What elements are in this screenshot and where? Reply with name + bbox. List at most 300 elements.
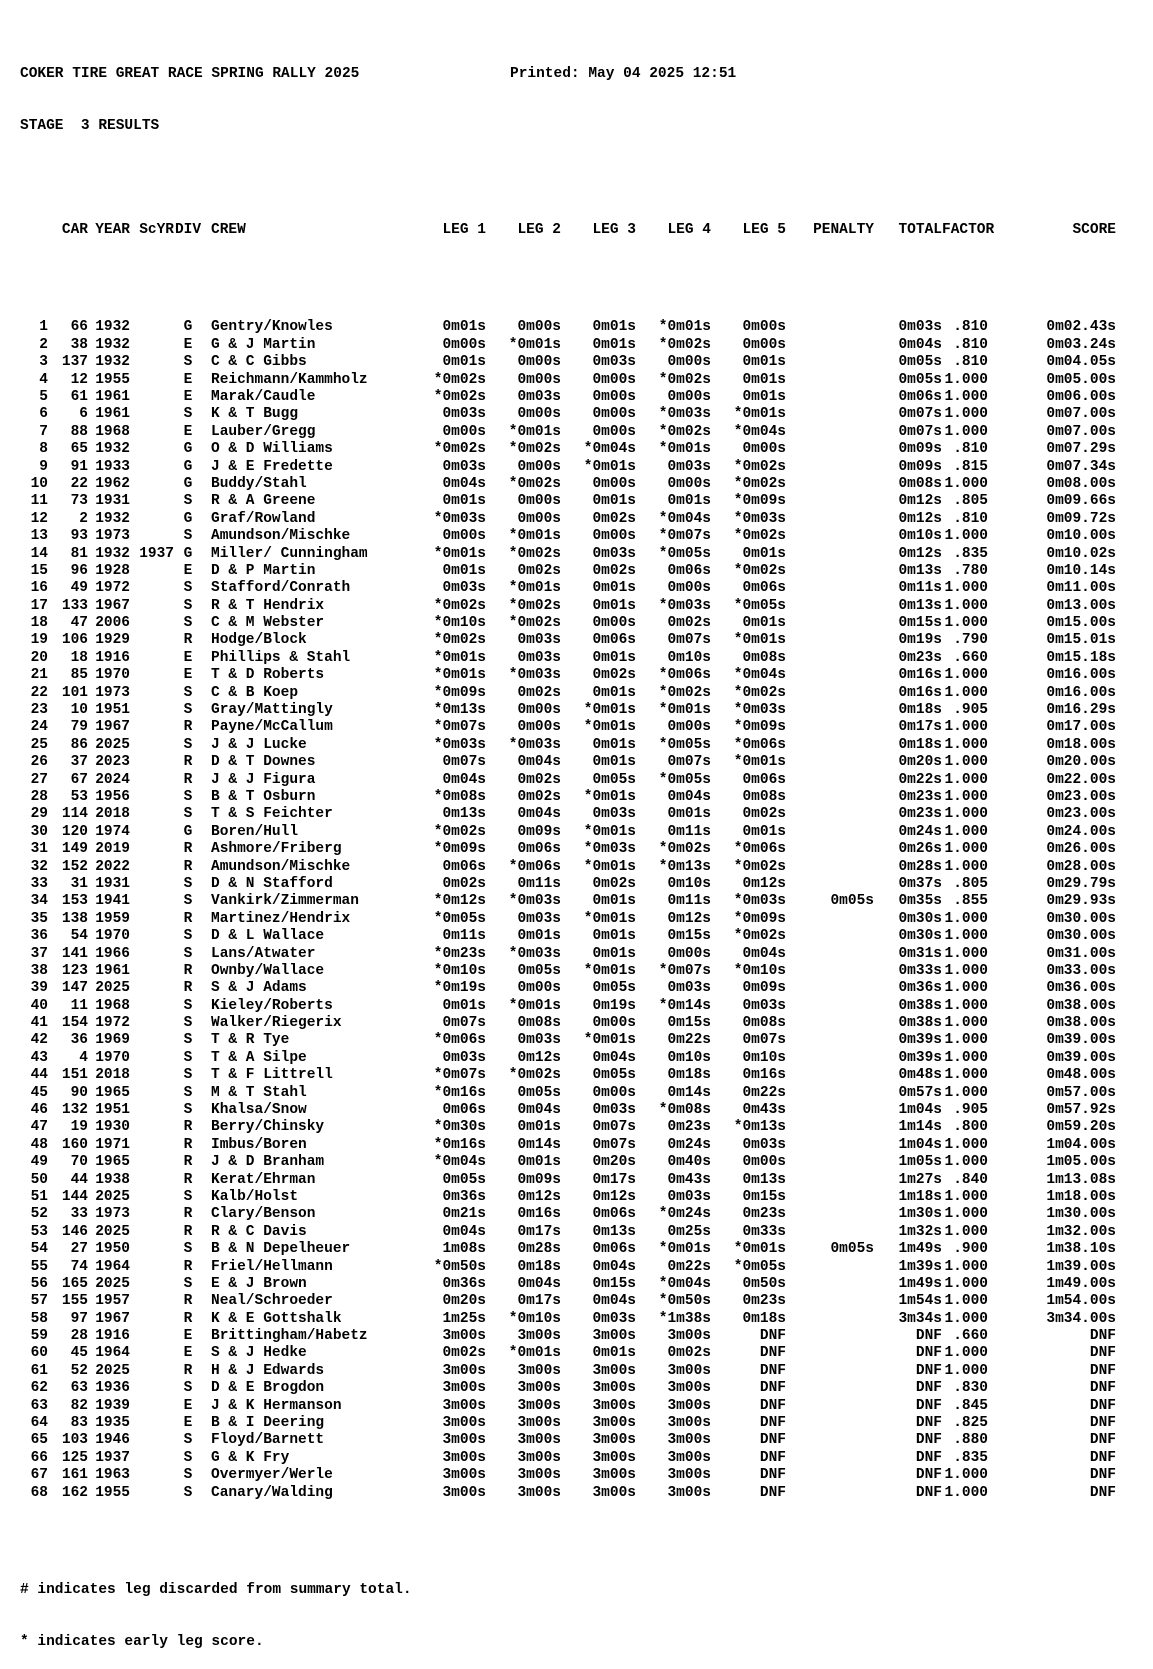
cell-crew: Amundson/Mischke: [211, 858, 351, 875]
cell-division: R: [183, 1206, 193, 1223]
cell-car-number: 73: [70, 493, 88, 510]
cell-leg-4: 0m10s: [667, 1049, 711, 1066]
cell-division: S: [183, 1102, 193, 1119]
cell-car-year: 2019: [95, 841, 130, 858]
cell-division: R: [183, 980, 193, 997]
table-row: [20, 650, 1116, 667]
cell-crew: Canary/Walding: [211, 1484, 333, 1501]
cell-leg-1: *0m02s: [433, 632, 486, 649]
cell-factor: 1.000: [944, 980, 988, 997]
cell-leg-2: 0m00s: [517, 702, 561, 719]
table-row: [20, 824, 1116, 841]
cell-leg-5: 0m07s: [742, 1032, 786, 1049]
table-row: [20, 928, 1116, 945]
cell-leg-5: *0m04s: [733, 667, 786, 684]
cell-crew: J & K Hermanson: [211, 1397, 342, 1414]
cell-position: 47: [30, 1119, 48, 1136]
cell-position: 2: [39, 336, 48, 353]
cell-car-number: 125: [61, 1449, 88, 1466]
cell-leg-4: 0m14s: [667, 1084, 711, 1101]
cell-leg-2: 3m00s: [517, 1467, 561, 1484]
cell-leg-3: 3m00s: [592, 1484, 636, 1501]
cell-factor: 1.000: [944, 615, 988, 632]
cell-position: 9: [39, 458, 48, 475]
cell-total: 0m12s: [898, 493, 942, 510]
cell-crew: Overmyer/Werle: [211, 1467, 333, 1484]
table-row: [20, 424, 1116, 441]
cell-car-year: 2022: [95, 858, 130, 875]
table-row: [20, 737, 1116, 754]
cell-leg-1: *0m02s: [433, 371, 486, 388]
cell-leg-1: 1m08s: [442, 1241, 486, 1258]
cell-leg-5: DNF: [759, 1484, 786, 1501]
cell-leg-5: DNF: [759, 1467, 786, 1484]
cell-leg-4: 0m00s: [667, 580, 711, 597]
cell-score: 0m03.24s: [1046, 336, 1116, 353]
cell-leg-3: 0m01s: [592, 928, 636, 945]
cell-leg-2: 0m02s: [517, 771, 561, 788]
cell-leg-5: DNF: [759, 1432, 786, 1449]
cell-position: 4: [39, 371, 48, 388]
cell-leg-1: *0m50s: [433, 1258, 486, 1275]
cell-car-year: 2025: [95, 1275, 130, 1292]
cell-total: 0m31s: [898, 945, 942, 962]
cell-leg-1: *0m19s: [433, 980, 486, 997]
cell-car-number: 67: [70, 771, 88, 788]
cell-leg-1: *0m05s: [433, 910, 486, 927]
table-row: [20, 1380, 1116, 1397]
cell-leg-4: *0m02s: [658, 684, 711, 701]
cell-factor: .905: [953, 702, 988, 719]
cell-leg-3: 0m04s: [592, 1293, 636, 1310]
cell-total: 0m48s: [898, 1067, 942, 1084]
cell-total: 1m04s: [898, 1136, 942, 1153]
table-row: [20, 1450, 1116, 1467]
header-line-2: [20, 118, 1116, 135]
cell-leg-1: 3m00s: [442, 1328, 486, 1345]
cell-car-number: 12: [70, 371, 88, 388]
cell-car-number: 153: [61, 893, 88, 910]
cell-factor: .880: [953, 1432, 988, 1449]
cell-division: S: [183, 875, 193, 892]
cell-position: 37: [30, 945, 48, 962]
cell-car-number: 101: [61, 684, 88, 701]
cell-division: G: [183, 319, 193, 336]
cell-crew: R & A Greene: [211, 493, 316, 510]
cell-car-year: 1933: [95, 458, 130, 475]
cell-car-number: 103: [61, 1432, 88, 1449]
cell-car-year: 1961: [95, 962, 130, 979]
cell-leg-2: 0m03s: [517, 632, 561, 649]
cell-car-number: 85: [70, 667, 88, 684]
column-header-leg-1: LEG 1: [442, 222, 486, 239]
cell-leg-4: 0m00s: [667, 945, 711, 962]
cell-crew: C & C Gibbs: [211, 354, 307, 371]
cell-division: S: [183, 1467, 193, 1484]
cell-score: 0m09.72s: [1046, 510, 1116, 527]
cell-score: 0m10.02s: [1046, 545, 1116, 562]
cell-car-number: 52: [70, 1362, 88, 1379]
cell-score: 0m16.00s: [1046, 667, 1116, 684]
cell-total: 0m11s: [898, 580, 942, 597]
cell-position: 16: [30, 580, 48, 597]
cell-leg-4: 0m22s: [667, 1258, 711, 1275]
cell-leg-4: *0m50s: [658, 1293, 711, 1310]
cell-car-number: 123: [61, 962, 88, 979]
cell-leg-3: 0m13s: [592, 1223, 636, 1240]
cell-car-year: 1941: [95, 893, 130, 910]
cell-factor: 1.000: [944, 997, 988, 1014]
cell-car-year: 1966: [95, 945, 130, 962]
cell-total: 0m39s: [898, 1049, 942, 1066]
cell-score: 0m57.00s: [1046, 1084, 1116, 1101]
cell-position: 17: [30, 597, 48, 614]
cell-crew: Marak/Caudle: [211, 389, 316, 405]
cell-factor: .810: [953, 354, 988, 371]
cell-position: 35: [30, 910, 48, 927]
cell-total: 0m23s: [898, 788, 942, 805]
cell-position: 15: [30, 562, 48, 579]
cell-position: 23: [30, 702, 48, 719]
cell-leg-2: *0m02s: [508, 441, 561, 458]
cell-division: E: [183, 1397, 193, 1414]
cell-leg-5: *0m02s: [733, 928, 786, 945]
cell-position: 40: [30, 997, 48, 1014]
cell-leg-3: 3m00s: [592, 1362, 636, 1379]
table-row: [20, 1276, 1116, 1293]
cell-leg-4: 0m01s: [667, 806, 711, 823]
cell-leg-4: *0m03s: [658, 597, 711, 614]
cell-position: 27: [30, 771, 48, 788]
cell-car-year: 2006: [95, 615, 130, 632]
cell-factor: 1.000: [944, 528, 988, 545]
cell-penalty: 0m05s: [830, 1241, 874, 1258]
table-row: [20, 1154, 1116, 1171]
cell-leg-1: 0m03s: [442, 458, 486, 475]
cell-total: 0m09s: [898, 458, 942, 475]
cell-position: 50: [30, 1171, 48, 1188]
cell-car-year: 2025: [95, 980, 130, 997]
cell-leg-5: 0m04s: [742, 945, 786, 962]
cell-leg-3: 0m02s: [592, 562, 636, 579]
cell-leg-3: 0m07s: [592, 1136, 636, 1153]
table-row: [20, 1085, 1116, 1102]
cell-total: 0m12s: [898, 545, 942, 562]
cell-crew: Boren/Hull: [211, 823, 299, 840]
cell-division: G: [183, 545, 193, 562]
cell-leg-1: *0m07s: [433, 1067, 486, 1084]
cell-car-number: 162: [61, 1484, 88, 1501]
cell-leg-4: *0m01s: [658, 319, 711, 336]
cell-factor: 1.000: [944, 1015, 988, 1032]
cell-position: 63: [30, 1397, 48, 1414]
cell-score: 0m23.00s: [1046, 788, 1116, 805]
cell-total: 0m17s: [898, 719, 942, 736]
column-header-leg-3: LEG 3: [592, 222, 636, 239]
cell-leg-2: 0m18s: [517, 1258, 561, 1275]
cell-factor: 1.000: [944, 1275, 988, 1292]
cell-leg-2: 0m04s: [517, 1102, 561, 1119]
cell-total: 0m36s: [898, 980, 942, 997]
cell-leg-3: 0m01s: [592, 736, 636, 753]
cell-score: 1m30.00s: [1046, 1206, 1116, 1223]
cell-factor: 1.000: [944, 1188, 988, 1205]
cell-car-year: 1916: [95, 649, 130, 666]
cell-division: E: [183, 1415, 193, 1432]
cell-leg-4: *0m03s: [658, 406, 711, 423]
cell-factor: 1.000: [944, 806, 988, 823]
table-row: [20, 911, 1116, 928]
cell-car-number: 120: [61, 823, 88, 840]
cell-score: 0m18.00s: [1046, 736, 1116, 753]
cell-crew: Hodge/Block: [211, 632, 307, 649]
cell-factor: 1.000: [944, 371, 988, 388]
cell-position: 20: [30, 649, 48, 666]
cell-total: 0m37s: [898, 875, 942, 892]
cell-score: 3m34.00s: [1046, 1310, 1116, 1327]
cell-car-number: 6: [79, 406, 88, 423]
cell-leg-4: *0m14s: [658, 997, 711, 1014]
cell-leg-3: 0m01s: [592, 893, 636, 910]
cell-leg-2: *0m01s: [508, 336, 561, 353]
cell-car-year: 1932: [95, 510, 130, 527]
table-row: [20, 1206, 1116, 1223]
cell-car-number: 47: [70, 615, 88, 632]
cell-factor: 1.000: [944, 928, 988, 945]
cell-car-number: 28: [70, 1328, 88, 1345]
cell-leg-1: *0m09s: [433, 841, 486, 858]
cell-leg-4: *1m38s: [658, 1310, 711, 1327]
cell-car-number: 147: [61, 980, 88, 997]
cell-position: 1: [39, 319, 48, 336]
cell-division: S: [183, 1275, 193, 1292]
cell-factor: .790: [953, 632, 988, 649]
cell-car-number: 82: [70, 1397, 88, 1414]
cell-leg-2: 3m00s: [517, 1328, 561, 1345]
cell-leg-5: 0m01s: [742, 354, 786, 371]
cell-leg-4: 0m15s: [667, 1015, 711, 1032]
cell-leg-3: 0m02s: [592, 510, 636, 527]
cell-factor: 1.000: [944, 1467, 988, 1484]
column-header-year: YEAR: [95, 222, 130, 239]
cell-score: 0m15.18s: [1046, 649, 1116, 666]
cell-leg-4: 3m00s: [667, 1380, 711, 1397]
cell-position: 66: [30, 1449, 48, 1466]
cell-car-number: 90: [70, 1084, 88, 1101]
table-row: [20, 946, 1116, 963]
cell-leg-3: *0m01s: [583, 719, 636, 736]
cell-leg-5: 0m03s: [742, 997, 786, 1014]
cell-score: 0m10.14s: [1046, 562, 1116, 579]
cell-factor: 1.000: [944, 1362, 988, 1379]
cell-total: 0m38s: [898, 1015, 942, 1032]
cell-leg-2: 0m00s: [517, 493, 561, 510]
cell-car-number: 81: [70, 545, 88, 562]
cell-car-year: 1932: [95, 441, 130, 458]
cell-position: 46: [30, 1102, 48, 1119]
cell-car-number: 65: [70, 441, 88, 458]
cell-leg-1: *0m08s: [433, 788, 486, 805]
cell-car-year: 1939: [95, 1397, 130, 1414]
cell-score: 0m11.00s: [1046, 580, 1116, 597]
cell-total: 0m16s: [898, 684, 942, 701]
cell-leg-2: 0m05s: [517, 1084, 561, 1101]
cell-leg-4: 0m01s: [667, 493, 711, 510]
cell-leg-2: 0m09s: [517, 1171, 561, 1188]
cell-score: 0m07.29s: [1046, 441, 1116, 458]
cell-leg-5: 0m00s: [742, 1154, 786, 1171]
table-row: [20, 1485, 1116, 1502]
cell-leg-4: 3m00s: [667, 1449, 711, 1466]
cell-leg-5: 0m01s: [742, 615, 786, 632]
cell-leg-2: 0m00s: [517, 354, 561, 371]
cell-factor: .660: [953, 649, 988, 666]
cell-total: 0m05s: [898, 354, 942, 371]
cell-score: 1m32.00s: [1046, 1223, 1116, 1240]
table-row: [20, 772, 1116, 789]
cell-leg-3: 0m15s: [592, 1275, 636, 1292]
cell-division: S: [183, 806, 193, 823]
cell-car-year: 2025: [95, 1223, 130, 1240]
cell-crew: Amundson/Mischke: [211, 528, 351, 545]
table-row: [20, 598, 1116, 615]
cell-total: 0m05s: [898, 371, 942, 388]
cell-division: R: [183, 1223, 193, 1240]
table-row: [20, 1293, 1116, 1310]
cell-leg-3: *0m01s: [583, 458, 636, 475]
cell-total: 1m49s: [898, 1275, 942, 1292]
cell-division: E: [183, 389, 193, 405]
cell-leg-2: 3m00s: [517, 1397, 561, 1414]
cell-division: S: [183, 684, 193, 701]
cell-division: S: [183, 1188, 193, 1205]
cell-factor: 1.000: [944, 736, 988, 753]
cell-car-number: 138: [61, 910, 88, 927]
cell-score: DNF: [1089, 1345, 1116, 1362]
cell-position: 57: [30, 1293, 48, 1310]
cell-car-number: 74: [70, 1258, 88, 1275]
cell-leg-4: 0m00s: [667, 719, 711, 736]
table-row: [20, 963, 1116, 980]
cell-crew: Imbus/Boren: [211, 1136, 307, 1153]
cell-car-year: 1956: [95, 788, 130, 805]
cell-leg-5: 0m08s: [742, 649, 786, 666]
cell-car-number: 91: [70, 458, 88, 475]
cell-car-year: 1973: [95, 528, 130, 545]
cell-factor: .905: [953, 1102, 988, 1119]
cell-division: S: [183, 1015, 193, 1032]
cell-car-year: 1932: [95, 336, 130, 353]
cell-leg-4: 0m12s: [667, 910, 711, 927]
cell-crew: Kalb/Holst: [211, 1188, 299, 1205]
cell-leg-4: 3m00s: [667, 1415, 711, 1432]
cell-leg-2: 0m02s: [517, 684, 561, 701]
cell-score: 0m05.00s: [1046, 371, 1116, 388]
cell-leg-5: 0m01s: [742, 389, 786, 405]
cell-leg-1: 0m05s: [442, 1171, 486, 1188]
cell-total: DNF: [915, 1484, 942, 1501]
cell-total: 1m32s: [898, 1223, 942, 1240]
cell-leg-4: *0m07s: [658, 962, 711, 979]
cell-leg-2: 0m06s: [517, 841, 561, 858]
cell-division: R: [183, 910, 193, 927]
table-row: [20, 859, 1116, 876]
cell-car-number: 22: [70, 475, 88, 492]
cell-factor: .660: [953, 1328, 988, 1345]
cell-car-number: 31: [70, 875, 88, 892]
cell-car-year: 1967: [95, 1310, 130, 1327]
cell-leg-3: 0m00s: [592, 615, 636, 632]
cell-crew: J & J Lucke: [211, 736, 307, 753]
cell-leg-2: 0m11s: [517, 875, 561, 892]
cell-score: 0m20.00s: [1046, 754, 1116, 771]
cell-car-year: 1936: [95, 1380, 130, 1397]
cell-leg-5: 0m13s: [742, 1171, 786, 1188]
cell-total: 0m08s: [898, 475, 942, 492]
cell-position: 30: [30, 823, 48, 840]
column-header-factor: FACTOR: [942, 222, 995, 239]
table-row: [20, 1137, 1116, 1154]
cell-leg-5: *0m01s: [733, 406, 786, 423]
cell-car-number: 37: [70, 754, 88, 771]
cell-division: G: [183, 475, 193, 492]
cell-leg-3: 0m00s: [592, 475, 636, 492]
cell-division: R: [183, 1310, 193, 1327]
cell-car-year: 1974: [95, 823, 130, 840]
cell-division: E: [183, 1345, 193, 1362]
cell-leg-5: 0m08s: [742, 1015, 786, 1032]
cell-total: 0m06s: [898, 389, 942, 405]
column-header-leg-4: LEG 4: [667, 222, 711, 239]
cell-total: 0m23s: [898, 806, 942, 823]
cell-score: 0m28.00s: [1046, 858, 1116, 875]
table-row: [20, 667, 1116, 684]
cell-car-number: 149: [61, 841, 88, 858]
cell-leg-3: 0m03s: [592, 354, 636, 371]
cell-leg-4: 0m40s: [667, 1154, 711, 1171]
cell-factor: 1.000: [944, 823, 988, 840]
table-row: [20, 1189, 1116, 1206]
cell-car-year: 1930: [95, 1119, 130, 1136]
cell-car-year: 1970: [95, 667, 130, 684]
cell-crew: Phillips & Stahl: [211, 649, 351, 666]
cell-position: 3: [39, 354, 48, 371]
column-header-row: [20, 222, 1116, 239]
table-row: [20, 337, 1116, 354]
cell-score: DNF: [1089, 1449, 1116, 1466]
cell-car-year: 1931: [95, 493, 130, 510]
cell-factor: 1.000: [944, 1049, 988, 1066]
cell-total: 0m13s: [898, 597, 942, 614]
cell-division: R: [183, 1362, 193, 1379]
cell-leg-1: 0m01s: [442, 997, 486, 1014]
cell-car-year: 1967: [95, 719, 130, 736]
cell-car-year: 1969: [95, 1032, 130, 1049]
cell-leg-4: 3m00s: [667, 1432, 711, 1449]
cell-leg-4: *0m02s: [658, 841, 711, 858]
cell-leg-1: *0m30s: [433, 1119, 486, 1136]
cell-car-year: 1970: [95, 1049, 130, 1066]
cell-crew: T & A Silpe: [211, 1049, 307, 1066]
cell-car-year: 2025: [95, 1188, 130, 1205]
cell-leg-1: 0m20s: [442, 1293, 486, 1310]
column-header-score: SCORE: [1072, 222, 1116, 239]
cell-crew: Floyd/Barnett: [211, 1432, 325, 1449]
cell-leg-5: DNF: [759, 1380, 786, 1397]
cell-factor: .805: [953, 875, 988, 892]
cell-leg-1: *0m01s: [433, 545, 486, 562]
cell-leg-4: 0m02s: [667, 615, 711, 632]
